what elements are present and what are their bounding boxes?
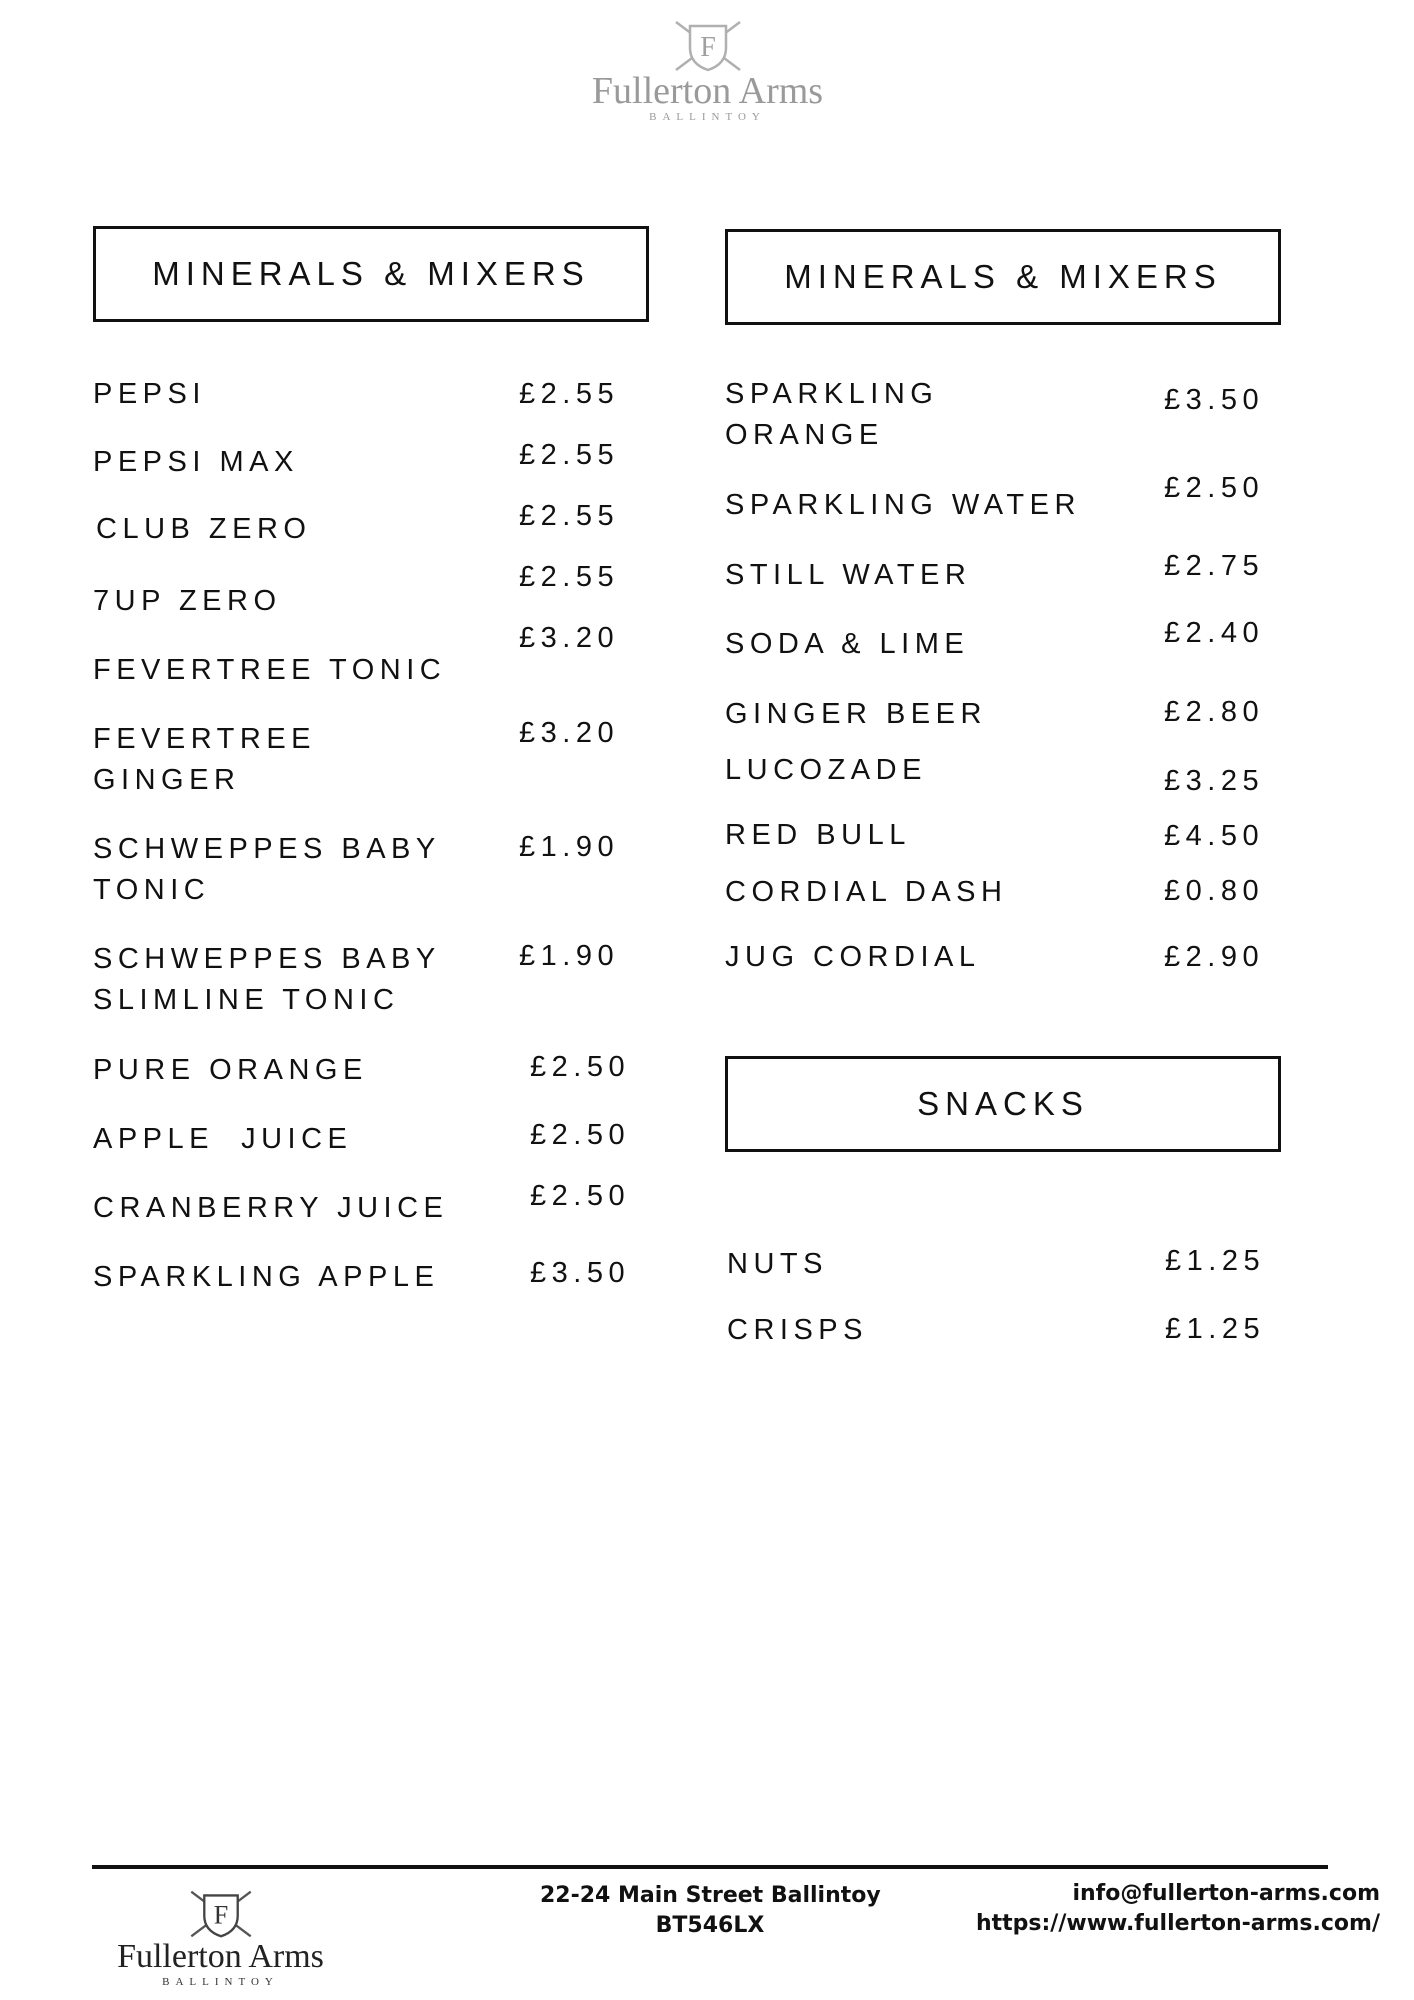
crest-icon [668,18,748,74]
menu-item-price: £3.50 [1164,384,1265,416]
menu-item-name: SCHWEPPES BABY [93,943,441,975]
menu-item-price: £2.80 [1164,696,1265,728]
contact-email[interactable]: info@fullerton-arms.com [1072,1881,1380,1906]
brand-location: BALLINTOY [649,111,766,123]
menu-item-name: SPARKLING WATER [725,489,1081,521]
menu-item-price: £2.55 [519,561,620,593]
menu-item-name: CRISPS [727,1314,868,1346]
footer-contact [976,1879,1380,1939]
menu-item-name: CLUB ZERO [96,513,312,545]
menu-item-price: £3.20 [519,717,620,749]
menu-item-price: £2.50 [1164,472,1265,504]
menu-item-name-line2: ORANGE [725,419,884,451]
menu-item-price: £2.75 [1164,550,1265,582]
menu-item-price: £2.55 [519,439,620,471]
menu-item-price: £1.25 [1165,1313,1266,1345]
crest-icon [181,1888,261,1940]
menu-item-name: NUTS [727,1248,828,1280]
menu-item-price: £0.80 [1164,875,1265,907]
menu-item-name: CORDIAL DASH [725,876,1008,908]
menu-item-name: APPLE JUICE [93,1123,353,1155]
menu-item-price: £2.50 [530,1119,631,1151]
crest-letter: F [699,32,716,63]
menu-item-price: £2.55 [519,378,620,410]
menu-item-name: GINGER BEER [725,698,987,730]
header-logo [560,18,855,130]
address-line-2: BT546LX [655,1913,765,1938]
menu-item-price: £3.25 [1164,765,1265,797]
menu-item-name: FEVERTREE TONIC [93,654,447,686]
menu-item-name: SCHWEPPES BABY [93,833,441,865]
menu-item-price: £2.55 [519,500,620,532]
menu-item-name: RED BULL [725,819,911,851]
menu-item-name-line2: TONIC [93,874,211,906]
menu-item-price: £1.90 [519,940,620,972]
menu-item-name: PURE ORANGE [93,1054,368,1086]
footer-brand-name: Fullerton Arms [117,1938,324,1975]
footer-brand-location: BALLINTOY [162,1976,279,1988]
left-section-heading: MINERALS & MIXERS [93,226,649,322]
menu-item-name: CRANBERRY JUICE [93,1192,449,1224]
menu-item-name-line2: SLIMLINE TONIC [93,984,400,1016]
menu-item-price: £1.25 [1165,1245,1266,1277]
crest-letter: F [213,1900,228,1930]
menu-item-name-line2: GINGER [93,764,241,796]
menu-item-name: LUCOZADE [725,754,927,786]
menu-item-name: SPARKLING APPLE [93,1261,440,1293]
menu-item-name: PEPSI [93,378,206,410]
menu-item-price: £4.50 [1164,820,1265,852]
address-line-1: 22-24 Main Street Ballintoy [540,1883,881,1908]
menu-item-name: FEVERTREE [93,723,317,755]
right-section-heading: MINERALS & MIXERS [725,229,1281,325]
contact-website[interactable]: https://www.fullerton-arms.com/ [975,1911,1380,1936]
snacks-section-heading: SNACKS [725,1056,1281,1152]
footer-address [540,1881,880,1941]
menu-item-name: PEPSI MAX [93,446,299,478]
menu-item-price: £3.50 [530,1257,631,1289]
brand-name: Fullerton Arms [591,70,824,112]
menu-item-price: £2.50 [530,1051,631,1083]
footer-divider [92,1865,1328,1869]
menu-item-name: 7UP ZERO [93,585,282,617]
menu-item-name: STILL WATER [725,559,972,591]
menu-item-price: £2.90 [1164,941,1265,973]
menu-item-price: £3.20 [519,622,620,654]
menu-item-price: £1.90 [519,831,620,863]
menu-item-name: JUG CORDIAL [725,941,981,973]
menu-item-name: SODA & LIME [725,628,970,660]
footer-logo [98,1888,343,1993]
menu-item-price: £2.40 [1164,617,1265,649]
menu-item-name: SPARKLING [725,378,939,410]
menu-item-price: £2.50 [530,1180,631,1212]
